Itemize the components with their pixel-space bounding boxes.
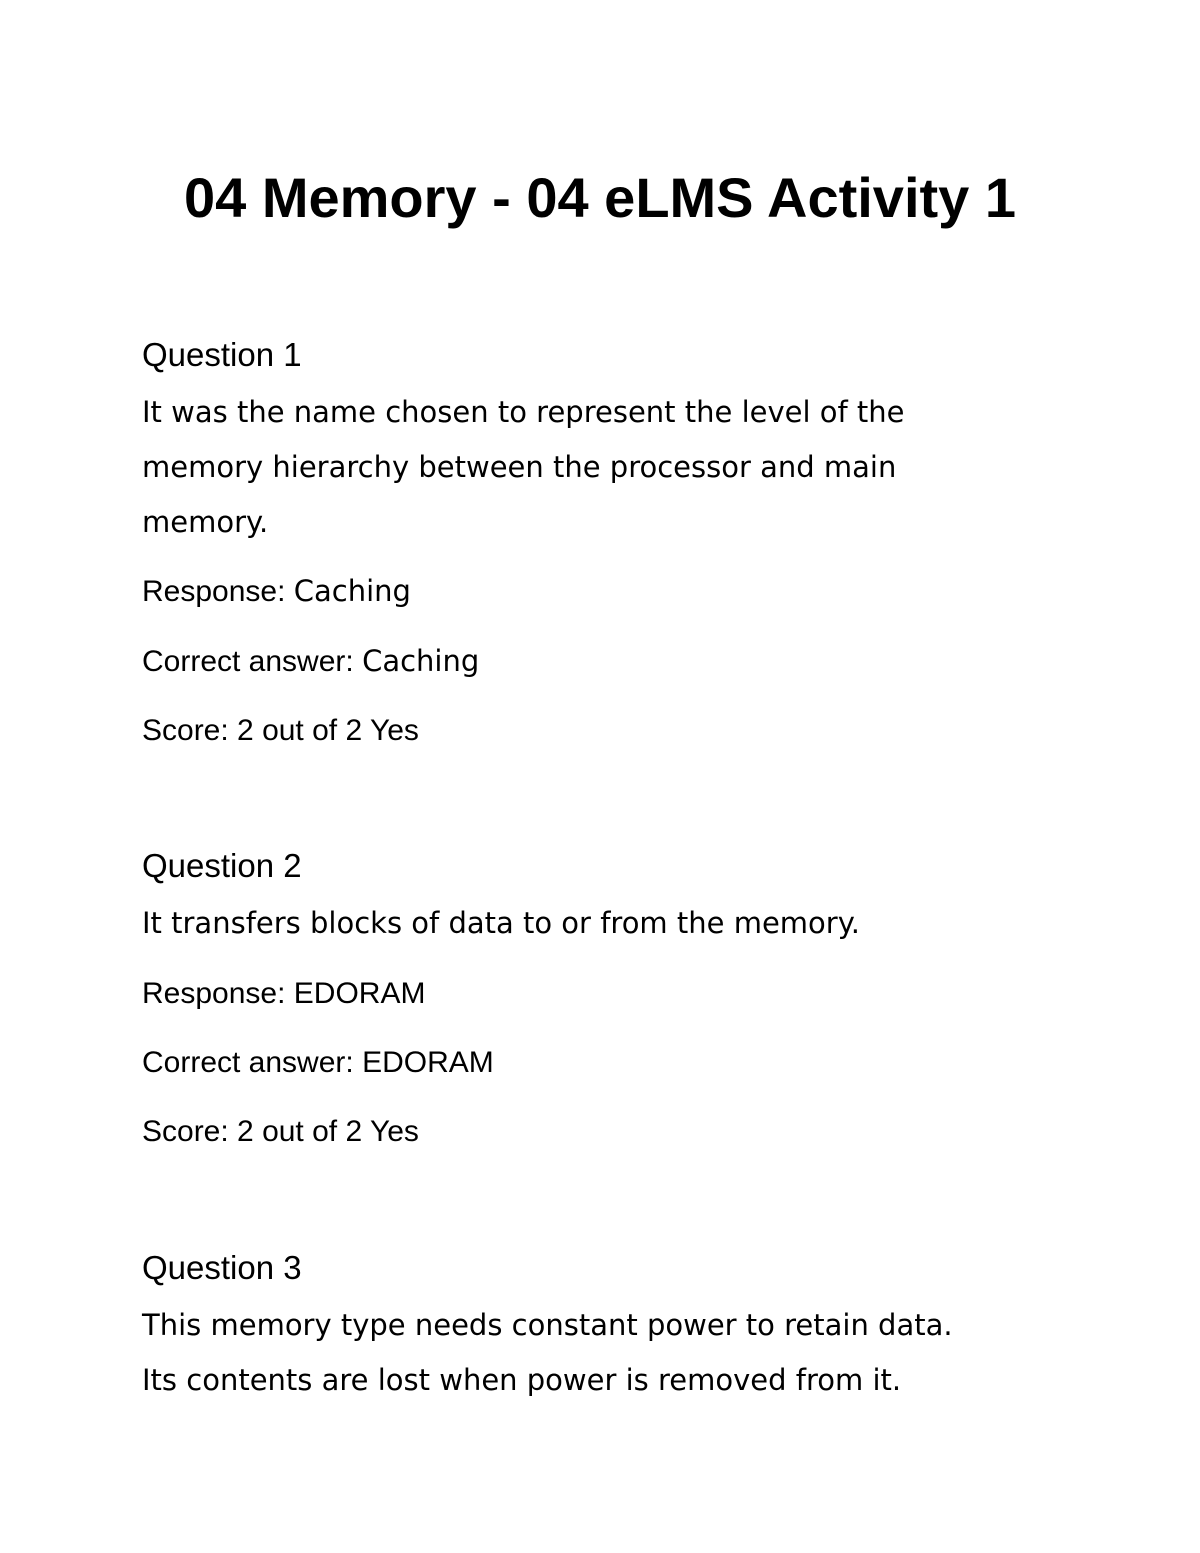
correct-answer-label: Correct answer:	[142, 645, 363, 678]
correct-answer-label: Correct answer:	[142, 1046, 363, 1079]
question-1-heading: Question 1	[142, 336, 302, 373]
score-value: 2 out of 2 Yes	[237, 1115, 419, 1148]
response-label: Response:	[142, 575, 294, 608]
correct-answer-value: Caching	[362, 644, 480, 678]
response-value: Caching	[293, 574, 411, 608]
question-3-heading: Question 3	[142, 1249, 302, 1286]
score-value: 2 out of 2 Yes	[237, 714, 419, 747]
question-2-score	[142, 1112, 419, 1152]
question-3-text-line-1: This memory type needs constant power to retain data.	[142, 1308, 953, 1342]
question-1-text-line-1: It was the name chosen to represent the level of the	[142, 395, 905, 429]
document-title: 04 Memory - 04 eLMS Activity 1	[183, 166, 1016, 229]
question-1-response	[142, 571, 411, 612]
score-label: Score:	[142, 714, 238, 747]
question-3-text-line-2: Its contents are lost when power is removed from it.	[142, 1363, 902, 1397]
question-2-text-line-1: It transfers blocks of data to or from the memory.	[142, 906, 860, 940]
question-1-score	[142, 711, 419, 751]
question-1-correct-answer	[142, 641, 479, 682]
response-label: Response:	[142, 977, 294, 1010]
question-1-text-line-2: memory hierarchy between the processor and main	[142, 450, 897, 484]
question-2-response	[142, 974, 425, 1014]
score-label: Score:	[142, 1115, 238, 1148]
question-2-correct-answer	[142, 1043, 494, 1083]
response-value: EDORAM	[293, 977, 426, 1010]
question-2-heading: Question 2	[142, 847, 302, 884]
correct-answer-value: EDORAM	[362, 1046, 494, 1079]
question-1-text-line-3: memory.	[142, 505, 269, 539]
